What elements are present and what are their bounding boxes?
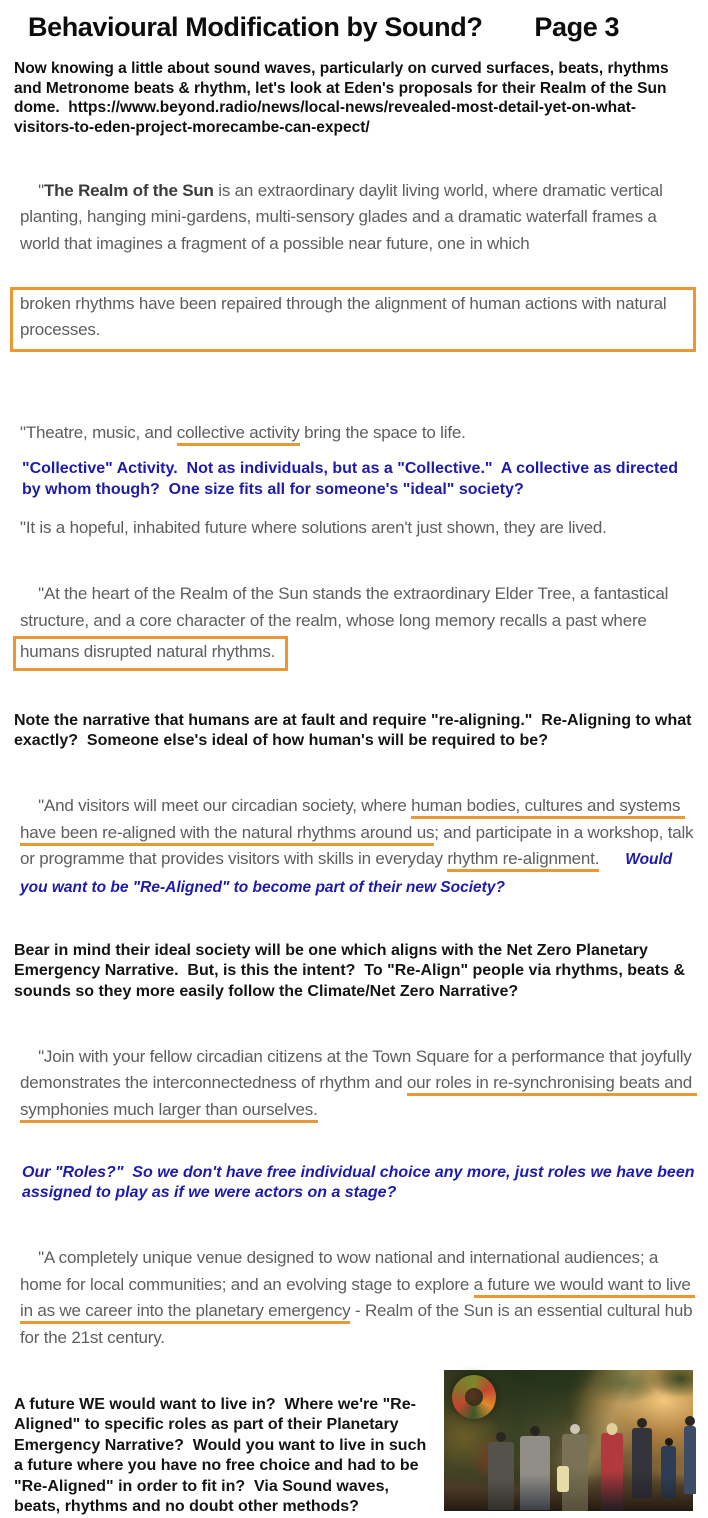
- underline-re-aligned: human bodies, cultures and systems have been re-aligned with the natural rhythms around us: [20, 796, 685, 846]
- paragraph-intro: [14, 59, 694, 137]
- orange-highlight-box-broken-rhythms: broken rhythms have been repaired through the alignment of human actions with natural processes.: [10, 287, 696, 352]
- comment-our-roles: Our "Roles?" So we don't have free individual choice any more, just roles we have been assigned to play as if we were actors on a stage?: [22, 1163, 699, 1201]
- photo-spiral-sculpture: [452, 1375, 496, 1419]
- photo-shoulder-bag: [557, 1466, 569, 1492]
- elder-body: "At the heart of the Realm of the Sun stands the extraordinary Elder Tree, a fantastical structure, and a core character of the realm, whose long memory recalls a past where: [20, 584, 673, 630]
- note-realigning: Note the narrative that humans are at fault and require "re-aligning." Re-Aligning to what exactly? Someone else's ideal of how human's will be required to be?: [14, 711, 696, 749]
- paragraph-theatre: [20, 420, 696, 447]
- photo-person-light-jacket: [520, 1436, 550, 1510]
- page-title: Behavioural Modification by Sound?: [28, 12, 483, 42]
- paragraph-town-square: [20, 1017, 696, 1150]
- theatre-post: bring the space to life.: [299, 422, 466, 442]
- paragraph-hopeful-future: "It is a hopeful, inhabited future where solutions aren't just shown, they are lived.: [20, 518, 607, 537]
- visitors-pre: "And visitors will meet our circadian society, where: [38, 796, 412, 815]
- intro-text: Now knowing a little about sound waves, particularly on curved surfaces, beats, rhythms and Metronome beats & rhythm, let's look at Eden's proposals for their Realm of the Sun dome. https://www.beyond.radio/news/local-news/revealed-most-detail-yet-on-what-visitors-to-eden-project-morecambe-can-expect/: [14, 60, 673, 136]
- bottom-section: [14, 1391, 698, 1518]
- paragraph-unique-venue: [20, 1219, 696, 1378]
- note-final-question: A future WE would want to live in? Where we're "Re-Aligned" to specific roles as part of their Planetary Emergency Narrative? Would you want to live in such a future where you have no free choice and had to be "Re-Aligned" in order to fit in? Via Sound waves, beats, rhythms and no doubt other methods?: [14, 1395, 431, 1515]
- underline-our-roles: our roles in re-synchronising beats and symphonies much larger than ourselves.: [20, 1073, 697, 1123]
- photo-person-dark-jacket: [632, 1428, 652, 1498]
- realm-body: is an extraordinary daylit living world, where dramatic vertical planting, hanging mini-gardens, multi-sensory glades and a dramatic waterfall frames a world that imagines a fragment of a possible near future, one in which: [20, 180, 668, 253]
- quote-mark: ": [38, 180, 44, 200]
- underline-future-we-would-want: a future we would want to live in as we career into the planetary emergency: [20, 1275, 695, 1325]
- eden-realm-photo: [444, 1370, 693, 1511]
- theatre-pre: "Theatre, music, and: [20, 422, 177, 442]
- page-number: Page 3: [534, 12, 620, 42]
- visitors-mid: ; and participate in a workshop, talk or programme that provides visitors with skills in everyday: [20, 822, 698, 868]
- paragraph-elder-tree: [20, 555, 696, 698]
- realm-lead-bold: The Realm of the Sun: [43, 180, 214, 200]
- venue-post: - Realm of the Sun is an essential cultural hub for the 21st century.: [20, 1301, 697, 1347]
- join-pre: "Join with your fellow circadian citizens at the Town Square for a performance that joyfully demonstrates the interconnectedness of rhythm and: [20, 1046, 697, 1092]
- comment-collective-activity: "Collective" Activity. Not as individuals, but as a "Collective." A collective as directed by whom though? One size fits all for someone's "ideal" society?: [22, 460, 683, 498]
- page-header: [28, 12, 698, 43]
- paragraph-visitors-circadian: [20, 767, 696, 928]
- photo-person-red-top: [601, 1433, 623, 1511]
- photo-person-edge: [684, 1426, 696, 1494]
- note-net-zero: Bear in mind their ideal society will be one which aligns with the Net Zero Planetary Emergency Narrative. But, is this the intent? To "Re-Align" people via rhythms, beats & sounds so they more easily follow the Climate/Net Zero Narrative?: [14, 941, 690, 1000]
- comment-re-aligned-society: Would you want to be "Re-Aligned" to become part of their new Society?: [20, 851, 677, 896]
- photo-person-child: [661, 1446, 676, 1498]
- orange-highlight-box-humans-disrupted: humans disrupted natural rhythms.: [13, 636, 288, 671]
- underline-collective-activity: collective activity: [177, 423, 300, 446]
- photo-person-gray-coat: [488, 1442, 514, 1510]
- venue-pre: "A completely unique venue designed to wow national and international audiences; a home for local communities; and an evolving stage to explore: [20, 1248, 663, 1294]
- paragraph-realm-of-the-sun: [20, 151, 696, 407]
- underline-rhythm-realignment: rhythm re-alignment.: [447, 849, 599, 872]
